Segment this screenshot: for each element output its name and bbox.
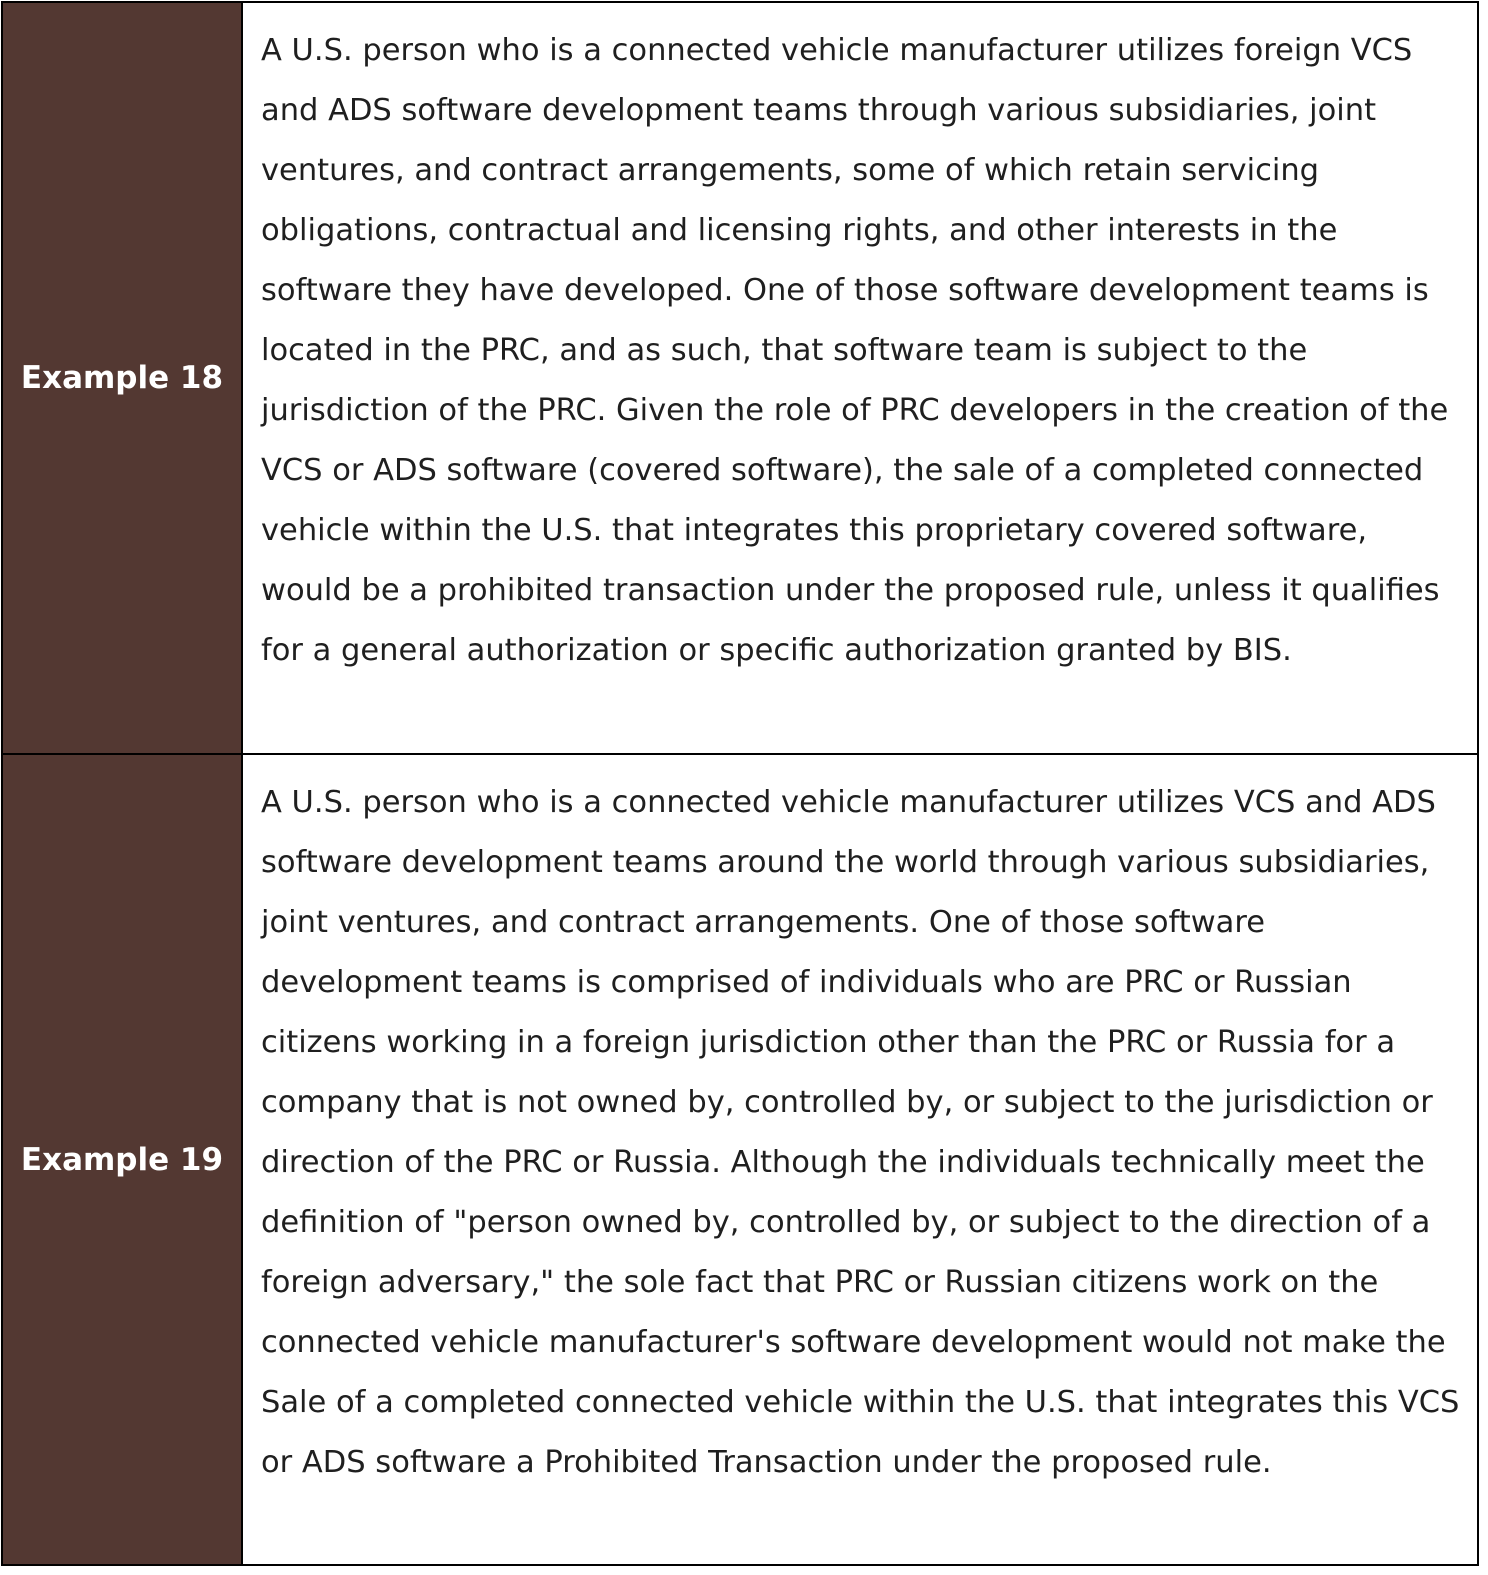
example-row [2,2,1478,754]
example-description: A U.S. person who is a connected vehicle manufacturer utilizes VCS and ADS software development teams around the world through various subsidiaries, joint ventures, and contract arrangements. One of those software development teams is comprised of individuals who are PRC or Russian citizens working in a foreign jurisdiction other than the PRC or Russia for a company that is not owned by, controlled by, or subject to the jurisdiction or direction of the PRC or Russia. Although the individuals technically meet the definition of "person owned by, controlled by, or subject to the direction of a foreign adversary," the sole fact that PRC or Russian citizens work on the connected vehicle manufacturer's software development would not make the Sale of a completed connected vehicle within the U.S. that integrates this VCS or ADS software a Prohibited Transaction under the proposed rule. [242,754,1478,1565]
example-label: Example 19 [2,754,242,1565]
example-row [2,754,1478,1565]
example-description: A U.S. person who is a connected vehicle manufacturer utilizes foreign VCS and ADS software development teams through various subsidiaries, joint ventures, and contract arrangements, some of which retain servicing obligations, contractual and licensing rights, and other interests in the software they have developed. One of those software development teams is located in the PRC, and as such, that software team is subject to the jurisdiction of the PRC. Given the role of PRC developers in the creation of the VCS or ADS software (covered software), the sale of a completed connected vehicle within the U.S. that integrates this proprietary covered software, would be a prohibited transaction under the proposed rule, unless it qualifies for a general authorization or specific authorization granted by BIS. [242,2,1478,754]
examples-table [1,1,1479,1566]
example-label: Example 18 [2,2,242,754]
